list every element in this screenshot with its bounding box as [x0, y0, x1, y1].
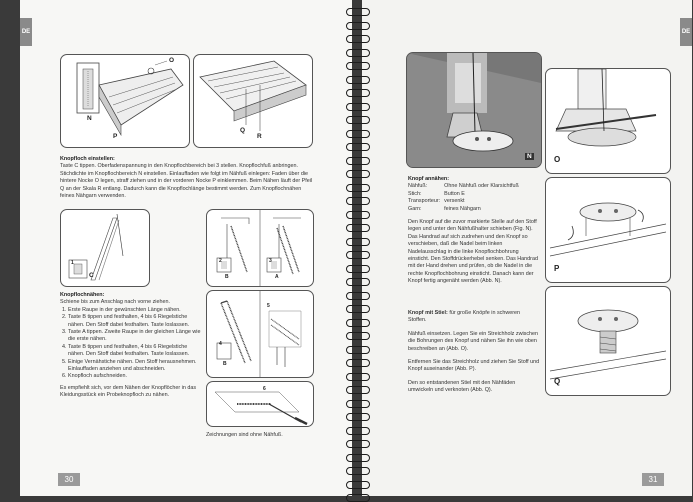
fig-label-4: 4 — [219, 341, 222, 347]
fig-label-o: O — [169, 57, 175, 64]
drawing-caption: Zeichnungen sind ohne Nähfuß. — [206, 432, 283, 438]
binding-ring — [346, 184, 370, 192]
scale-drawing — [194, 55, 312, 147]
binding-ring — [346, 238, 370, 246]
binding-ring — [346, 386, 370, 394]
binding-ring — [346, 211, 370, 219]
binding-ring — [346, 130, 370, 138]
section-button-shank — [408, 310, 540, 395]
step-item-2: 2. Taste B tippen und festhalten, 4 bis 6 Riegelstiche nähen. Den Stoff dabei festhalten. Taste loslassen. — [68, 314, 202, 329]
binding-ring — [346, 116, 370, 124]
figure-step-1 — [60, 209, 150, 287]
section-sew-button — [408, 176, 540, 286]
binding-ring — [346, 467, 370, 475]
figure-presser-foot — [60, 54, 190, 148]
settings-label: Garn: — [408, 205, 422, 212]
step-item-6: 6. Knopfloch aufschneiden. — [68, 373, 202, 380]
fig-label-3: 3 — [269, 258, 272, 264]
binding-ring — [346, 143, 370, 151]
steps-list — [60, 307, 202, 381]
binding-ring — [346, 62, 370, 70]
settings-value: Ohne Nähfuß oder Klarsichtfuß — [444, 183, 519, 190]
fig-label-5: 5 — [267, 303, 270, 309]
step-1-drawing — [61, 210, 149, 286]
binding-ring — [346, 89, 370, 97]
settings-value: feines Nähgarn — [444, 205, 481, 212]
page-number-left: 30 — [58, 473, 80, 486]
binding-ring — [346, 481, 370, 489]
binding-ring — [346, 440, 370, 448]
figure-o-matchstick — [545, 68, 671, 174]
figure-p-pull-apart — [545, 177, 671, 283]
binding-ring — [346, 103, 370, 111]
presser-foot-drawing — [61, 55, 189, 147]
binding-ring — [346, 373, 370, 381]
fig-label-r: R — [257, 133, 262, 140]
section-button-shank-body: Nähfuß einsetzen. Legen Sie ein Streichholz zwischen die Bohrungen des Knopf und nähen Sie ihn wie oben beschreiben an (Abb. O). — [408, 330, 539, 352]
section-sewing-buttonhole-title: Knopflochnähen: — [60, 292, 105, 298]
fig-label-n-right: N — [527, 153, 532, 160]
button-under-foot-photo — [407, 53, 541, 167]
binding-ring — [346, 359, 370, 367]
section-button-shank-title-rest: für große Knöpfe in schweren Stoffen. — [408, 310, 521, 324]
right-page — [362, 0, 692, 496]
fig-label-6: 6 — [263, 386, 266, 392]
binding-ring — [346, 427, 370, 435]
fig-label-o-right: O — [554, 155, 561, 164]
binding-ring — [346, 224, 370, 232]
binding-ring — [346, 157, 370, 165]
fig-label-n: N — [87, 115, 92, 122]
step-item-5: 5. Einige Vernähstiche nähen. Den Stoff herausnehmen. Einlauffaden anziehen und abschneiden. — [68, 359, 202, 374]
spiral-binding — [344, 0, 370, 502]
settings-value: versenkt — [444, 198, 465, 205]
binding-ring — [346, 170, 370, 178]
settings-row — [408, 206, 523, 213]
binding-ring — [346, 332, 370, 340]
section-buttonhole-setup — [60, 156, 314, 200]
fig-label-p: P — [113, 133, 118, 140]
fig-label-1: 1 — [71, 260, 74, 266]
fig-label-p-right: P — [554, 264, 560, 273]
settings-label: Stich: — [408, 190, 422, 197]
section-button-shank-body2: Entfernen Sie das Streichholz und ziehen Sie Stoff und Knopf auseinander (Abb. P). — [408, 359, 540, 373]
binding-ring — [346, 346, 370, 354]
fig-label-q: Q — [240, 127, 246, 134]
binding-ring — [346, 400, 370, 408]
binding-ring — [346, 454, 370, 462]
binding-ring — [346, 35, 370, 43]
settings-row — [408, 198, 523, 205]
section-sewing-buttonhole — [60, 292, 202, 400]
step-2-3-drawing — [207, 210, 313, 286]
step-item-4: 4. Taste B tippen und festhalten, 4 bis 6 Riegelstiche nähen. Den Stoff dabei festhalten. Taste loslassen. — [68, 344, 202, 359]
figure-step-6 — [206, 381, 314, 427]
settings-table — [408, 183, 523, 213]
language-tab-left: DE — [20, 18, 32, 46]
settings-label: Nähfuß: — [408, 183, 428, 190]
settings-label: Transporteur: — [408, 198, 441, 205]
step-6-drawing — [207, 382, 313, 426]
fig-label-b: B — [225, 274, 229, 280]
binding-ring — [346, 319, 370, 327]
binding-ring — [346, 8, 370, 16]
binding-ring — [346, 494, 370, 502]
settings-row — [408, 191, 523, 198]
pull-apart-drawing — [546, 178, 670, 282]
fig-label-b2: B — [223, 361, 227, 367]
binding-ring — [346, 49, 370, 57]
section-button-shank-title: Knopf mit Stiel: — [408, 310, 448, 316]
section-buttonhole-setup-title: Knopfloch einstellen: — [60, 156, 115, 162]
matchstick-drawing — [546, 69, 670, 173]
figure-n-button-under-foot — [406, 52, 542, 168]
binding-ring — [346, 292, 370, 300]
binding-ring — [346, 76, 370, 84]
binding-ring — [346, 22, 370, 30]
figure-scale — [193, 54, 313, 148]
fig-label-a: A — [275, 274, 279, 280]
binding-ring — [346, 278, 370, 286]
section-sew-button-body: Den Knopf auf die zuvor markierte Stelle auf den Stoff legen und unter den Nähfußhalter schieben (Fig. N). Das Handrad auf sich zudrehen und den Knopf so verschieben, daß die Nadel beim linken Nadelausschlag in die linke Knopflochbohrung einsticht. Den Stoffdrückerhebel senken. Das Handrad mit der Hand drehen und prüfen, ob die Nadel in die rechte Knopflochbohrung einsticht. Danach kann der Knopf fertig angenäht werden (Abb. N). — [408, 219, 538, 285]
fig-label-c: C — [89, 272, 94, 279]
section-sew-button-title: Knopf annähen: — [408, 176, 450, 182]
fig-label-q-right: Q — [554, 377, 561, 386]
section-buttonhole-setup-body: Taste C tippen. Oberfadenspannung in den Knopflochbereich bei 3 stellen. Knopflochfuß anbringen. Stichdichte im Knopflochbereich N einstellen. Einlauffaden wie folgt im Nähfuß einlegen: Faden über die hintere Nocke O legen, straff ziehen und in der vorderen Nocke P einklemmen. Beim Nähen läuft der Pfeil Q an der Skala R entlang. Dadurch kann die Knopflochlänge bestimmt werden. Zum Knopflochnähen feines Nähgarn verwenden. — [60, 163, 313, 200]
step-item-1: 1. Erste Raupe in der gewünschten Länge nähen. — [68, 307, 202, 314]
shank-drawing — [546, 287, 670, 395]
figure-step-4-5 — [206, 290, 314, 378]
step-item-3: 3. Taste A tippen. Zweite Raupe in der gleichen Länge wie die erste nähen. — [68, 329, 202, 344]
test-buttonhole-note: Es empfiehlt sich, vor dem Nähen der Knopflöcher in das Kleidungsstück ein Probeknopfloch zu nähen. — [60, 384, 197, 399]
binding-ring — [346, 251, 370, 259]
section-button-shank-body3: Den so entstandenen Stiel mit den Nähfäden umwickeln und verknoten (Abb. Q). — [408, 379, 516, 394]
binding-ring — [346, 265, 370, 273]
settings-value: Button E — [444, 190, 465, 197]
binding-ring — [346, 197, 370, 205]
left-page — [20, 0, 352, 496]
settings-row — [408, 183, 523, 190]
fig-label-2: 2 — [219, 258, 222, 264]
figure-step-2-3 — [206, 209, 314, 287]
language-tab-right: DE — [680, 18, 692, 46]
figure-q-shank — [545, 286, 671, 396]
binding-ring — [346, 305, 370, 313]
page-number-right: 31 — [642, 473, 664, 486]
section-sewing-buttonhole-intro: Schiene bis zum Anschlag nach vorne ziehen. — [60, 299, 170, 306]
binding-ring — [346, 413, 370, 421]
